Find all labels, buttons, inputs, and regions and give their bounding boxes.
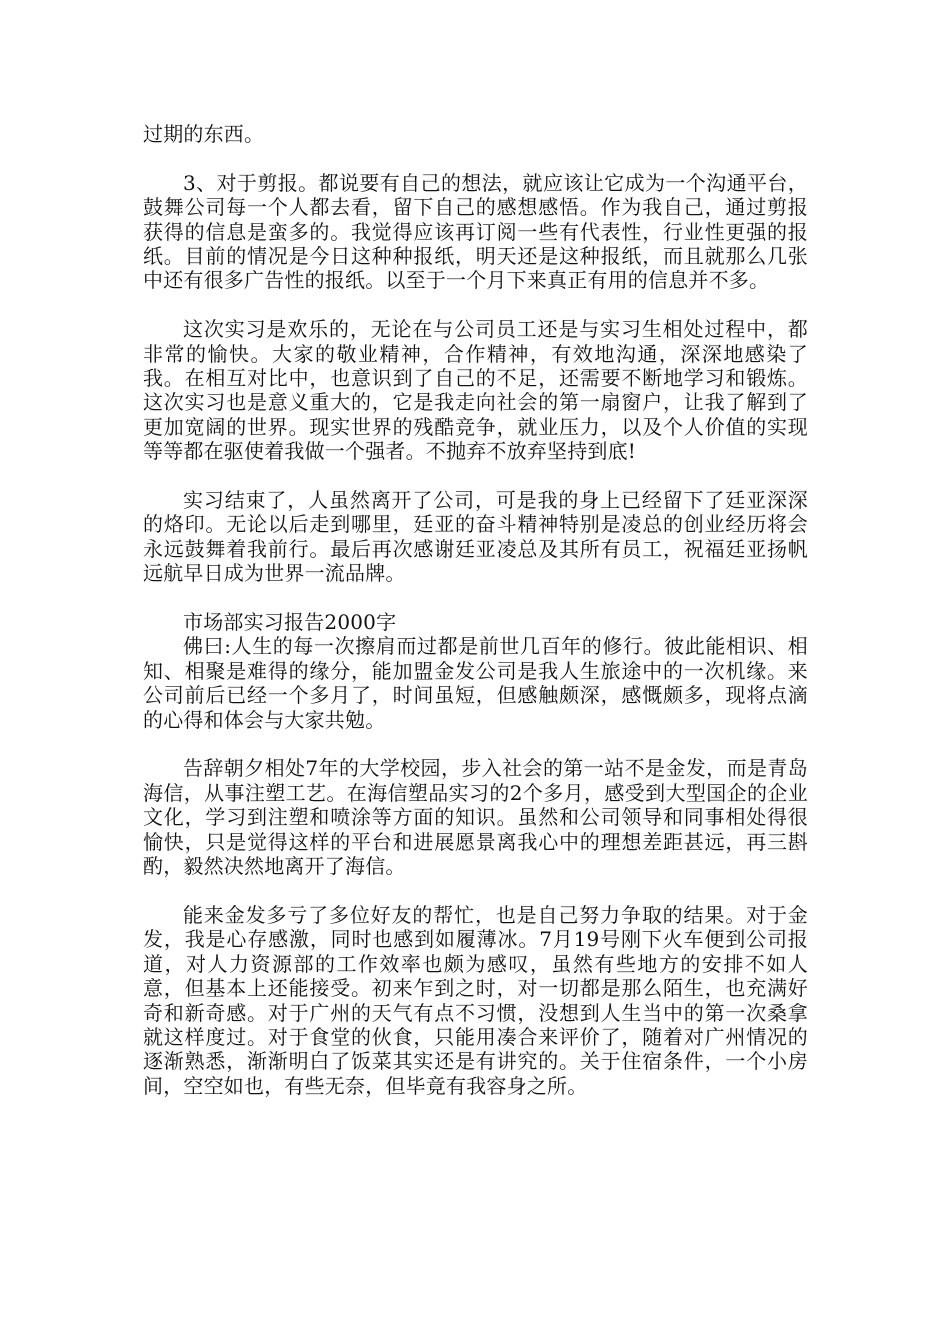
paragraph-buddha-quote: 佛曰:人生的每一次擦肩而过都是前世几百年的修行。彼此能相识、相知、相聚是难得的缘分，能加盟金发公司是我人生旅途中的一次机缘。来公司前后已经一个多月了，时间虽短，但感触颇深，感慨颇多，现将点滴的心得和体会与大家共勉。 xyxy=(143,634,808,732)
paragraph-leaving-campus: 告辞朝夕相处7年的大学校园，步入社会的第一站不是金发，而是青岛海信，从事注塑工艺。在海信塑品实习的2个多月，感受到大型国企的企业文化，学习到注塑和喷涂等方面的知识。虽然和公司领导和同事相处得很愉快，只是觉得这样的平台和进展愿景离我心中的理想差距甚远，再三斟酌，毅然决然地离开了海信。 xyxy=(143,756,808,879)
paragraph-internship-joy: 这次实习是欢乐的，无论在与公司员工还是与实习生相处过程中，都非常的愉快。大家的敬业精神，合作精神，有效地沟通，深深地感染了我。在相互对比中，也意识到了自己的不足，还需要不断地学习和锻炼。这次实习也是意义重大的，它是我走向社会的第一扇窗户，让我了解到了更加宽阔的世界。现实世界的残酷竞争，就业压力，以及个人价值的实现等等都在驱使着我做一个强者。不抛弃不放弃坚持到底! xyxy=(143,317,808,464)
document-body xyxy=(143,122,808,1098)
paragraph-internship-end: 实习结束了，人虽然离开了公司，可是我的身上已经留下了廷亚深深的烙印。无论以后走到哪里，廷亚的奋斗精神特别是凌总的创业经历将会永远鼓舞着我前行。最后再次感谢廷亚凌总及其所有员工，祝福廷亚扬帆远航早日成为世界一流品牌。 xyxy=(143,488,808,586)
paragraph-joining-kingfa: 能来金发多亏了多位好友的帮忙，也是自己努力争取的结果。对于金发，我是心存感激，同时也感到如履薄冰。7月19号刚下火车便到公司报道，对人力资源部的工作效率也颇为感叹，虽然有些地方的安排不如人意，但基本上还能接受。初来乍到之时，对一切都是那么陌生，也充满好奇和新奇感。对于广州的天气有点不习惯，没想到人生当中的第一次桑拿就这样度过。对于食堂的伙食，只能用凑合来评价了，随着对广州情况的逐渐熟悉，渐渐明白了饭菜其实还是有讲究的。关于住宿条件，一个小房间，空空如也，有些无奈，但毕竟有我容身之所。 xyxy=(143,902,808,1098)
section-title: 市场部实习报告2000字 xyxy=(183,610,397,635)
paragraph-continuation: 过期的东西。 xyxy=(143,122,265,146)
paragraph-clipping: 3、对于剪报。都说要有自己的想法，就应该让它成为一个沟通平台，鼓舞公司每一个人都去看，留下自己的感想感悟。作为我自己，通过剪报获得的信息是蛮多的。我觉得应该再订阅一些有代表性，行业性更强的报纸。目前的情况是今日这种种报纸，明天还是这种报纸，而且就那么几张中还有很多广告性的报纸。以至于一个月下来真正有用的信息并不多。 xyxy=(143,170,808,293)
